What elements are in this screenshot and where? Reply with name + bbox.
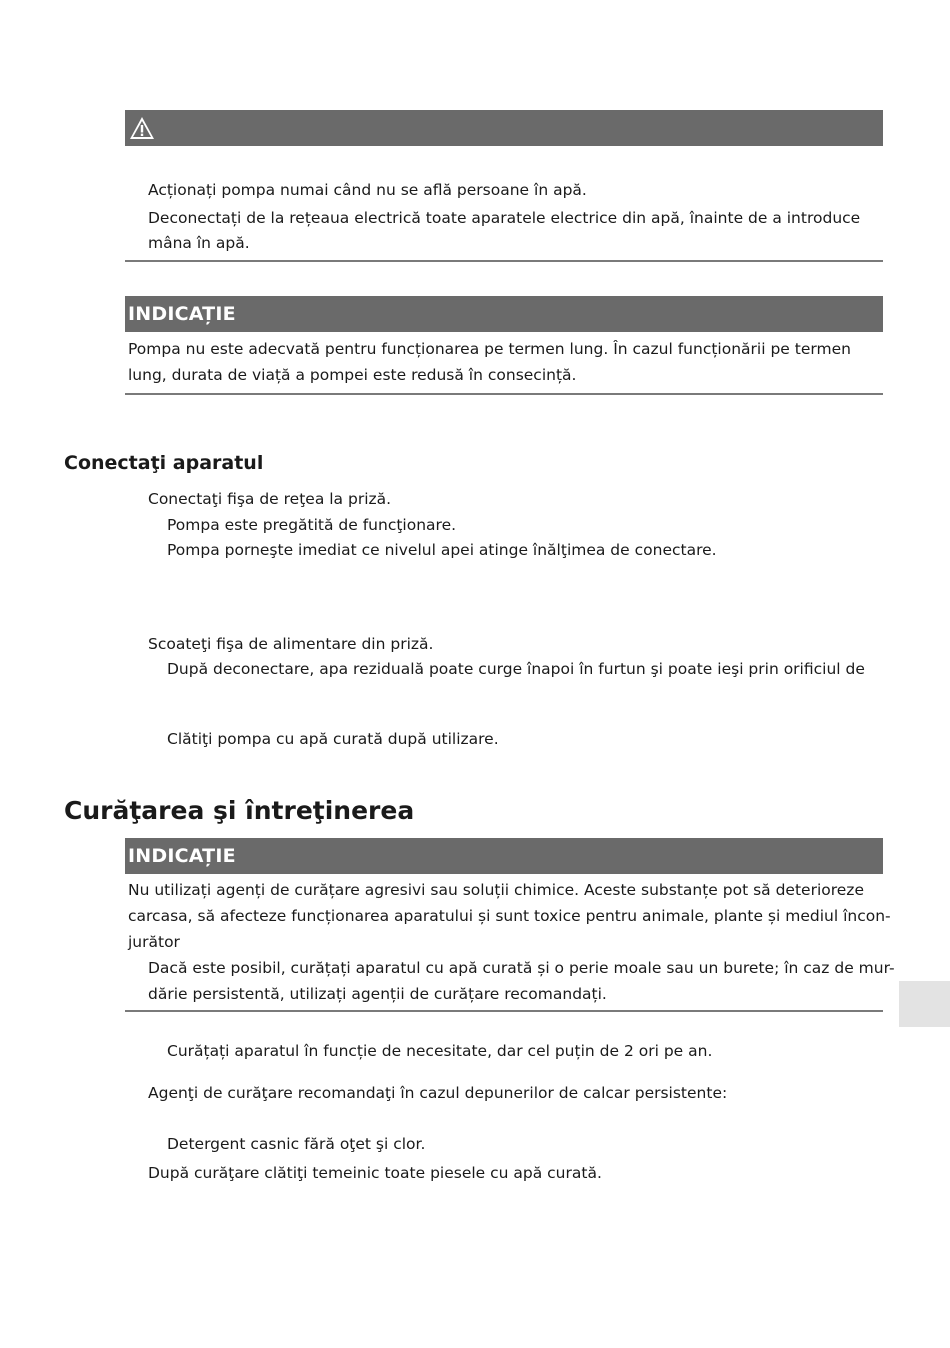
warning-line-3: mâna în apă. bbox=[148, 234, 250, 252]
connect-heading: Conectaţi aparatul bbox=[64, 452, 264, 474]
warning-rule bbox=[125, 260, 883, 262]
note1-line-1: Pompa nu este adecvată pentru funcționarea pe termen lung. În cazul funcționării pe termen bbox=[128, 340, 851, 358]
note-bar-1 bbox=[125, 296, 883, 332]
note-title-1: INDICAȚIE bbox=[128, 303, 236, 325]
rinse-step: Clătiţi pompa cu apă curată după utilizare. bbox=[167, 730, 499, 748]
cleaning-note-line-1: Nu utilizați agenți de curățare agresivi sau soluții chimice. Aceste substanțe pot să deterioreze bbox=[128, 881, 864, 899]
cleaning-heading: Curăţarea şi întreţinerea bbox=[64, 796, 415, 825]
final-rinse: După curăţare clătiţi temeinic toate piesele cu apă curată. bbox=[148, 1164, 602, 1182]
agents-intro: Agenţi de curăţare recomandaţi în cazul depunerilor de calcar persistente: bbox=[148, 1084, 728, 1102]
note-title-2: INDICAȚIE bbox=[128, 845, 236, 867]
warning-triangle-icon bbox=[129, 116, 155, 140]
cleaning-frequency: Curățați aparatul în funcție de necesitate, dar cel puțin de 2 ori pe an. bbox=[167, 1042, 713, 1060]
connect-result-1: Pompa este pregătită de funcţionare. bbox=[167, 516, 457, 534]
page-edge-tab bbox=[899, 981, 950, 1027]
cleaning-note-rule bbox=[125, 1010, 883, 1012]
agent-item: Detergent casnic fără oţet şi clor. bbox=[167, 1135, 426, 1153]
disconnect-step: Scoateţi fişa de alimentare din priză. bbox=[148, 635, 434, 653]
warning-bar bbox=[125, 110, 883, 146]
note-bar-2 bbox=[125, 838, 883, 874]
warning-line-1: Acționați pompa numai când nu se află persoane în apă. bbox=[148, 181, 587, 199]
note1-line-2: lung, durata de viață a pompei este redusă în consecință. bbox=[128, 366, 577, 384]
connect-step: Conectaţi fişa de reţea la priză. bbox=[148, 490, 392, 508]
cleaning-note-line-3: jurător bbox=[128, 933, 180, 951]
cleaning-note-step-2: dărie persistentă, utilizați agenții de curățare recomandați. bbox=[148, 985, 607, 1003]
disconnect-result: După deconectare, apa reziduală poate curge înapoi în furtun şi poate ieşi prin orificiul de bbox=[167, 660, 865, 678]
cleaning-note-step-1: Dacă este posibil, curățați aparatul cu apă curată și o perie moale sau un burete; în caz de mur- bbox=[148, 959, 895, 977]
note1-rule bbox=[125, 393, 883, 395]
cleaning-note-line-2: carcasa, să afecteze funcționarea aparatului și sunt toxice pentru animale, plante și mediul încon- bbox=[128, 907, 891, 925]
connect-result-2: Pompa porneşte imediat ce nivelul apei atinge înălţimea de conectare. bbox=[167, 541, 717, 559]
warning-line-2: Deconectați de la rețeaua electrică toate aparatele electrice din apă, înainte de a introduce bbox=[148, 209, 861, 227]
